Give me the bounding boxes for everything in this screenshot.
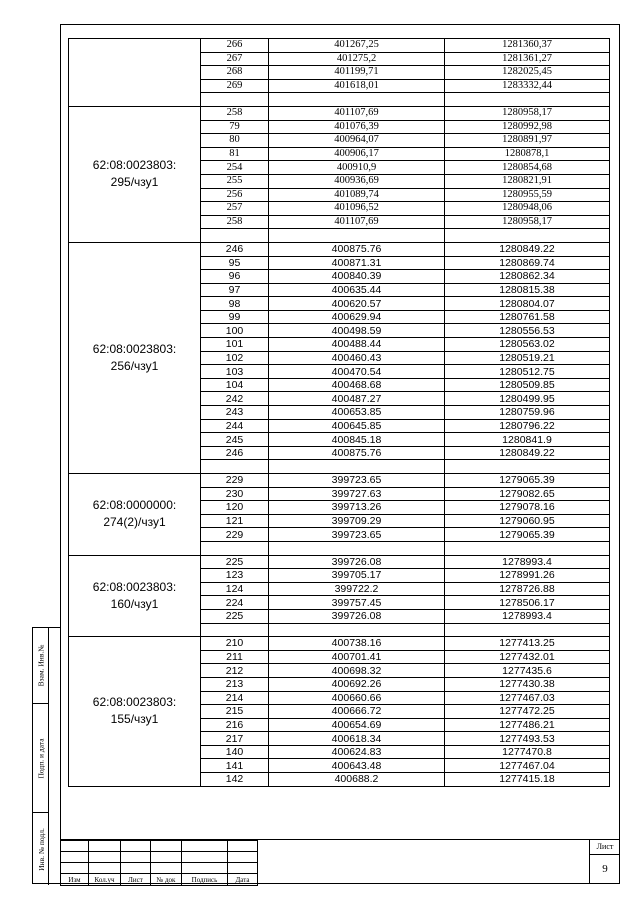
y-coordinate-cell: 1280878,1 [445,147,610,161]
x-coordinate-cell: 399723.65 [269,474,445,488]
point-number-cell [201,623,269,637]
y-coordinate-cell: 1280499.95 [445,392,610,406]
x-coordinate-cell: 401089,74 [269,188,445,202]
point-number-cell [201,541,269,555]
x-coordinate-cell: 399723.65 [269,528,445,542]
y-coordinate-cell: 1280869.74 [445,256,610,270]
x-coordinate-cell [269,460,445,474]
parcel-id-line: 155/чзу1 [110,712,159,727]
y-coordinate-cell [445,460,610,474]
table-row [69,474,610,488]
y-coordinate-cell: 1280849.22 [445,242,610,256]
point-number-cell: 258 [201,106,269,120]
side-cell-signature [33,703,49,812]
y-coordinate-cell [445,93,610,107]
point-number-cell [201,460,269,474]
y-coordinate-cell: 1282025,45 [445,66,610,80]
point-number-cell: 141 [201,759,269,773]
x-coordinate-cell: 399705.17 [269,569,445,583]
y-coordinate-cell: 1280841.9 [445,433,610,447]
point-number-cell: 103 [201,365,269,379]
x-coordinate-cell: 400654.69 [269,718,445,732]
point-number-cell: 246 [201,446,269,460]
x-coordinate-cell: 400618.34 [269,732,445,746]
point-number-cell: 258 [201,215,269,229]
point-number-cell: 81 [201,147,269,161]
y-coordinate-cell: 1283332,44 [445,79,610,93]
parcel-id-line: 62:08:0023803: [92,579,177,594]
point-number-cell: 99 [201,310,269,324]
y-coordinate-cell: 1280849.22 [445,446,610,460]
parcel-id-line: 62:08:0023803: [92,158,177,173]
x-coordinate-cell: 401076,39 [269,120,445,134]
x-coordinate-cell: 400498.59 [269,324,445,338]
point-number-cell: 211 [201,650,269,664]
x-coordinate-cell: 399722.2 [269,582,445,596]
point-number-cell: 104 [201,378,269,392]
x-coordinate-cell: 400660.66 [269,691,445,705]
y-coordinate-cell: 1277467.03 [445,691,610,705]
point-number-cell: 121 [201,514,269,528]
x-coordinate-cell: 400698.32 [269,664,445,678]
x-coordinate-cell: 400460.43 [269,351,445,365]
x-coordinate-cell: 400643.48 [269,759,445,773]
point-number-cell: 229 [201,528,269,542]
point-number-cell: 230 [201,487,269,501]
parcel-id-line: 62:08:0023803: [92,341,177,356]
y-coordinate-cell: 1277486.21 [445,718,610,732]
parcel-id-line: 62:08:0023803: [92,695,177,710]
y-coordinate-cell: 1277472.25 [445,705,610,719]
point-number-cell: 225 [201,609,269,623]
stamp-label-date: Дата [228,874,258,886]
y-coordinate-cell: 1277413.25 [445,637,610,651]
y-coordinate-cell: 1279065.39 [445,474,610,488]
sheet-label: Лист [590,840,620,855]
x-coordinate-cell: 400692.26 [269,677,445,691]
y-coordinate-cell: 1280854,68 [445,161,610,175]
point-number-cell: 123 [201,569,269,583]
x-coordinate-cell: 400875.76 [269,242,445,256]
y-coordinate-cell: 1280948,06 [445,202,610,216]
parcel-id-cell [69,39,201,107]
y-coordinate-cell: 1281361,27 [445,52,610,66]
y-coordinate-cell [445,229,610,243]
x-coordinate-cell: 401107,69 [269,215,445,229]
parcel-id-line: 274(2)/чзу1 [103,515,166,530]
title-block-grid [60,840,258,886]
point-number-cell: 242 [201,392,269,406]
point-number-cell: 142 [201,773,269,787]
parcel-id-line: 160/чзу1 [110,596,159,611]
x-coordinate-cell: 400629.94 [269,310,445,324]
x-coordinate-cell: 400487.27 [269,392,445,406]
stamp-label-change: Изм [61,874,89,886]
y-coordinate-cell: 1279065.39 [445,528,610,542]
side-label-signature: Подп. и дата [36,737,46,779]
table-row [69,39,610,53]
y-coordinate-cell: 1280891,97 [445,134,610,148]
stamp-label-signature: Подпись [182,874,228,886]
y-coordinate-cell: 1279060.95 [445,514,610,528]
point-number-cell: 96 [201,270,269,284]
x-coordinate-cell: 400666.72 [269,705,445,719]
table-row [69,242,610,256]
y-coordinate-cell: 1280958,17 [445,215,610,229]
point-number-cell: 79 [201,120,269,134]
y-coordinate-cell: 1277470.8 [445,745,610,759]
y-coordinate-cell: 1280556.53 [445,324,610,338]
point-number-cell: 97 [201,283,269,297]
point-number-cell: 216 [201,718,269,732]
y-coordinate-cell: 1278506.17 [445,596,610,610]
point-number-cell: 244 [201,419,269,433]
x-coordinate-cell: 400738.16 [269,637,445,651]
y-coordinate-cell: 1277432.01 [445,650,610,664]
y-coordinate-cell: 1279082.65 [445,487,610,501]
point-number-cell: 269 [201,79,269,93]
point-number-cell: 268 [201,66,269,80]
point-number-cell: 80 [201,134,269,148]
y-coordinate-cell: 1280509.85 [445,378,610,392]
point-number-cell: 100 [201,324,269,338]
x-coordinate-cell: 400624.83 [269,745,445,759]
stamp-label-sheet: Лист [121,874,151,886]
x-coordinate-cell [269,541,445,555]
y-coordinate-cell: 1279078.16 [445,501,610,515]
side-label-inventory: Инв. № подл. [36,827,46,871]
y-coordinate-cell: 1277430.38 [445,677,610,691]
point-number-cell: 217 [201,732,269,746]
point-number-cell: 140 [201,745,269,759]
y-coordinate-cell: 1280955,59 [445,188,610,202]
x-coordinate-cell [269,93,445,107]
x-coordinate-cell: 401618,01 [269,79,445,93]
coordinates-table-body [69,39,610,787]
parcel-id-cell [69,637,201,787]
x-coordinate-cell: 400688.2 [269,773,445,787]
x-coordinate-cell: 399726.08 [269,555,445,569]
point-number-cell: 225 [201,555,269,569]
x-coordinate-cell: 401199,71 [269,66,445,80]
side-cell-replacement [33,628,49,703]
point-number-cell: 254 [201,161,269,175]
y-coordinate-cell [445,623,610,637]
parcel-id-cell [69,106,201,242]
sheet-number: 9 [602,863,608,875]
parcel-id-cell [69,474,201,556]
x-coordinate-cell: 400488.44 [269,338,445,352]
x-coordinate-cell: 400910,9 [269,161,445,175]
y-coordinate-cell: 1280862.34 [445,270,610,284]
point-number-cell: 215 [201,705,269,719]
y-coordinate-cell: 1277415.18 [445,773,610,787]
point-number-cell: 246 [201,242,269,256]
x-coordinate-cell: 399757.45 [269,596,445,610]
y-coordinate-cell: 1278991.26 [445,569,610,583]
point-number-cell: 256 [201,188,269,202]
parcel-id-cell [69,242,201,473]
point-number-cell [201,93,269,107]
side-stamp [32,627,60,884]
x-coordinate-cell: 400620.57 [269,297,445,311]
table-row [69,106,610,120]
x-coordinate-cell: 400871.31 [269,256,445,270]
y-coordinate-cell: 1280815.38 [445,283,610,297]
point-number-cell: 124 [201,582,269,596]
x-coordinate-cell: 401267,25 [269,39,445,53]
point-number-cell: 229 [201,474,269,488]
point-number-cell: 95 [201,256,269,270]
y-coordinate-cell: 1281360,37 [445,39,610,53]
point-number-cell: 255 [201,174,269,188]
x-coordinate-cell: 400936,69 [269,174,445,188]
x-coordinate-cell: 401275,2 [269,52,445,66]
parcel-id-line: 295/чзу1 [110,175,159,190]
x-coordinate-cell: 400845.18 [269,433,445,447]
title-block [60,839,620,885]
y-coordinate-cell: 1280761.58 [445,310,610,324]
y-coordinate-cell: 1278726.88 [445,582,610,596]
point-number-cell [201,229,269,243]
y-coordinate-cell: 1280804.07 [445,297,610,311]
x-coordinate-cell [269,623,445,637]
point-number-cell: 101 [201,338,269,352]
x-coordinate-cell [269,229,445,243]
side-cell-inventory [33,812,49,885]
y-coordinate-cell: 1280821,91 [445,174,610,188]
y-coordinate-cell: 1280519.21 [445,351,610,365]
x-coordinate-cell: 401107,69 [269,106,445,120]
point-number-cell: 102 [201,351,269,365]
point-number-cell: 214 [201,691,269,705]
sheet-box [589,840,620,884]
x-coordinate-cell: 399726.08 [269,609,445,623]
y-coordinate-cell: 1280759.96 [445,406,610,420]
x-coordinate-cell: 400468.68 [269,378,445,392]
x-coordinate-cell: 400701.41 [269,650,445,664]
point-number-cell: 98 [201,297,269,311]
table-row [69,555,610,569]
point-number-cell: 224 [201,596,269,610]
point-number-cell: 212 [201,664,269,678]
point-number-cell: 266 [201,39,269,53]
stamp-label-count: Кол.уч [89,874,121,886]
stamp-label-doc: № док [151,874,182,886]
x-coordinate-cell: 399727.63 [269,487,445,501]
point-number-cell: 213 [201,677,269,691]
x-coordinate-cell: 400906,17 [269,147,445,161]
parcel-id-line: 256/чзу1 [110,358,159,373]
y-coordinate-cell: 1280796.22 [445,419,610,433]
x-coordinate-cell: 399713.26 [269,501,445,515]
y-coordinate-cell: 1280512.75 [445,365,610,379]
table-row [69,637,610,651]
point-number-cell: 243 [201,406,269,420]
x-coordinate-cell: 400964,07 [269,134,445,148]
x-coordinate-cell: 401096,52 [269,202,445,216]
side-label-replacement: Взам. Инв.№ [36,644,46,687]
parcel-id-cell [69,555,201,637]
y-coordinate-cell: 1280958,17 [445,106,610,120]
x-coordinate-cell: 400635.44 [269,283,445,297]
point-number-cell: 120 [201,501,269,515]
x-coordinate-cell: 400840.39 [269,270,445,284]
y-coordinate-cell: 1277467.04 [445,759,610,773]
y-coordinate-cell: 1280992,98 [445,120,610,134]
x-coordinate-cell: 400653.85 [269,406,445,420]
parcel-id-line: 62:08:0000000: [92,498,177,513]
point-number-cell: 267 [201,52,269,66]
point-number-cell: 210 [201,637,269,651]
x-coordinate-cell: 400470.54 [269,365,445,379]
point-number-cell: 245 [201,433,269,447]
x-coordinate-cell: 400645.85 [269,419,445,433]
coordinates-table [68,38,610,787]
y-coordinate-cell: 1277493.53 [445,732,610,746]
y-coordinate-cell [445,541,610,555]
y-coordinate-cell: 1278993.4 [445,555,610,569]
point-number-cell: 257 [201,202,269,216]
y-coordinate-cell: 1277435.6 [445,664,610,678]
y-coordinate-cell: 1280563.02 [445,338,610,352]
x-coordinate-cell: 399709.29 [269,514,445,528]
x-coordinate-cell: 400875.76 [269,446,445,460]
y-coordinate-cell: 1278993.4 [445,609,610,623]
